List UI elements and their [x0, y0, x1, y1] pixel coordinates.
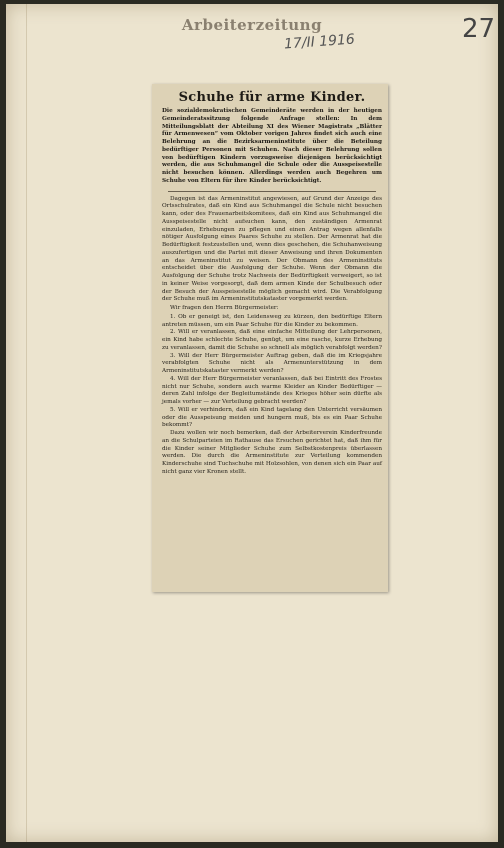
archive-sheet [6, 4, 498, 842]
article-intro: Die sozialdemokratischen Gemeinderäte werden in der heutigen Gemeinderatssitzung folgende Anfrage stellen: In dem Mitteilungsblatt der Abteilung XI des Wiener Magistrats „Blätter für Armenwesen“ vom Oktober vorigen Jahres findet sich auch eine Belehrung an die Bezirksarmeninstitute über die Beteilung bedürftiger Personen mit Schuhen. Nach dieser Belehrung sollen von bedürftigen Kindern vorzugsweise diejenigen berücksichtigt werden, die aus Schuhmangel die Schule oder die Ausspeisestelle nicht besuchen können. Allerdings werden auch Begehren um Schuhe von Eltern für ihre Kinder berücksichtigt. [162, 108, 382, 184]
article-paragraph: Dagegen ist das Armeninstitut angewiesen, auf Grund der Anzeige des Ortsschulrates, daß ein Kind aus Schuhmangel die Schule nicht besuchen kann, oder des Frauenarbeitskomitees, daß ein Kind aus Schuhmangel die Ausspeisestelle nicht aufsuchen kann, den zuständigen Armenrat einzuladen, Erhebungen zu pflegen und einen Antrag wegen allenfalls nötiger Ausfolgung eines Paares Schuhe zu stellen. Der Armenrat hat die Bedürftigkeit festzustellen und, wenn dies geschehen, die Schuhanweisung auszufertigen und die Partei mit dieser Anweisung und ihren Dokumenten an das Armeninstitut zu weisen. Der Obmann des Armeninstituts entscheidet über die Ausfolgung der Schuhe. Wenn der Obmann die Ausfolgung der Schuhe trotz Nachweis der Bedürftigkeit verweigert, so ist in keiner Weise vorgesorgt, daß dem armen Kinde der Schulbesuch oder der Besuch der Ausspeisestelle möglich gemacht wird. Die Verabfolgung der Schuhe muß im Armeninstitutskataster vorgemerkt werden. [162, 195, 382, 303]
page-fold-line [26, 4, 27, 842]
page-number: 27 [462, 14, 496, 44]
question-list [162, 314, 382, 430]
article-body [162, 196, 382, 477]
newspaper-masthead: Arbeiterzeitung [181, 16, 323, 34]
separator-rule [168, 191, 376, 192]
question-item: 4. Will der Herr Bürgermeister veranlassen, daß bei Eintritt des Frostes nicht nur Schuhe, sondern auch warme Kleider an Kinder Bedürftiger — deren Zahl infolge der Begleitumstände des Krieges höher sein dürfte als jemals vorher — zur Verteilung gebracht werden? [162, 375, 382, 405]
newspaper-clipping [152, 84, 388, 592]
question-item: 2. Will er veranlassen, daß eine einfache Mitteilung der Lehrpersonen, ein Kind habe schlechte Schuhe, genügt, um eine rasche, kurze Erhebung zu veranlassen, damit die Schuhe so schnell als möglich verabfolgt werden? [162, 329, 382, 351]
question-item: 1. Ob er geneigt ist, den Leidensweg zu kürzen, den bedürftige Eltern antreten müssen, um ein Paar Schuhe für die Kinder zu bekommen. [162, 313, 382, 328]
article-title: Schuhe für arme Kinder. [178, 90, 366, 105]
article-closing: Dazu wollen wir noch bemerken, daß der Arbeiterverein Kinderfreunde an die Schulparteien im Rathause das Ersuchen gerichtet hat, daß ihm für die Kinder seiner Mitglieder Schuhe zum Selbstkostenpreis überlassen werden. Die durch die Armeninstitute zur Verteilung kommenden Kinderschuhe sind Tuchschuhe mit Holzsohlen, von denen sich ein Paar auf nicht ganz vier Kronen stellt. [162, 430, 382, 475]
question-item: 5. Will er verhindern, daß ein Kind tagelang den Unterricht versäumen oder die Ausspeisung meiden und hungern muß, bis es ein Paar Schuhe bekommt? [162, 406, 382, 429]
handwritten-date: 17/II 1916 [283, 31, 356, 53]
article-paragraph: Wir fragen den Herrn Bürgermeister: [170, 305, 279, 311]
question-item: 3. Will der Herr Bürgermeister Auftrag geben, daß die im Kriegsjahre verabfolgten Schuhe nicht als Armenunterstützung in dem Armeninstitutskataster vermerkt werden? [162, 352, 382, 374]
